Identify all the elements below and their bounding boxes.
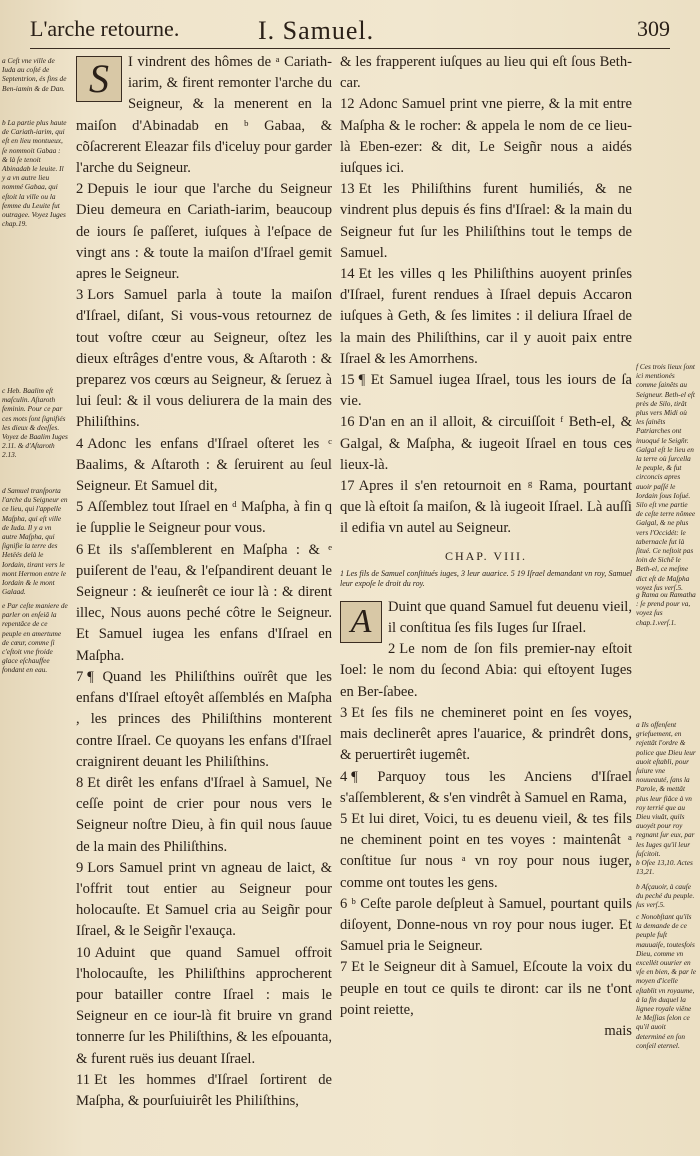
verse: [76, 667, 332, 773]
verse-text: ¶ Et Samuel iugea Iſrael, tous les iours de ſa vie.: [340, 372, 632, 410]
verse: [76, 858, 332, 943]
page-number: 309: [637, 16, 670, 41]
verse: [76, 497, 332, 539]
verse-text: Et les villes q les Philiſthins auoyent prinſes d'Iſrael, furent rendues à Iſrael depuis Accaron iuſques à Geth, & ſes limites : il deliura Iſrael de la main des Philiſthins, car il y auoit paix entre Iſrael & les Amorrhens.: [340, 266, 632, 367]
verse-number: 3: [340, 704, 348, 721]
verse-number: 5: [340, 810, 348, 827]
left-margin-notes: [2, 56, 68, 675]
verse-text: ¶ Quand les Philiſthins ouïrêt que les enfans d'Iſrael eſtoyêt aſſemblés en Maſpha , les princes des Philiſthins monterent contre Iſrael. Ce quoyans les enfans d'Iſrael craignirent deuant les Philiſthins.: [76, 668, 332, 770]
verse-text: D'an en an il alloit, & circuiſſoit ᶠ Beth-el, & Galgal, & Maſpha, & iugeoit Iſrael en tous ces lieux-là.: [340, 414, 632, 473]
chapter-summary: 1 Les fils de Samuel conſtitués iuges, 3 leur auarice. 5 19 Iſrael demandant vn roy, Samuel leur expoſe le droit du roy.: [340, 568, 632, 588]
verse-number: 6: [340, 895, 348, 912]
verse-text: Depuis le iour que l'arche du Seigneur Dieu demeura en Cariath-iarim, beaucoup de iours ſe paſſeret, iuſques à l'eſpace de vingt ans : & toute la maiſon d'Iſrael gemit apres le Seigneur.: [76, 181, 332, 283]
verse-text: Et lui diret, Voici, tu es deuenu vieil, & tes fils ne cheminent point en tes voyes : maintenât ᵃ conſtitue ſur nous ᵃ vn roy pour nous iuger, comme ont toutes les gens.: [340, 810, 632, 891]
verse-text: Et les hommes d'Iſrael ſortirent de Maſpha, & pourſuiuirêt les Philiſthins,: [76, 1071, 332, 1109]
verse-text: Aſſemblez tout Iſrael en ᵈ Maſpha, à fin q ie ſupplie le Seigneur pour vous.: [76, 499, 332, 537]
verse: [76, 285, 332, 433]
drop-capital: A: [340, 601, 382, 643]
chapter-heading: CHAP. VIII.: [444, 548, 528, 563]
running-title: L'arche retourne.: [30, 16, 180, 41]
verse-text: ¶ Parquoy tous les Anciens d'Iſrael s'aſſemblerent, & s'en vindrêt à Samuel en Rama,: [340, 768, 632, 806]
verse-text: Aduint que quand Samuel offroit l'holocauſte, les Philiſthins approcherent pour batailler contre Iſrael : mais le Seigneur en ce iour-là fit bruire vn grand tonnerre ſur les Philiſthins, & les eſpouanta, & furent ruës ius deuant Iſrael.: [76, 944, 332, 1067]
verse-text: Et le Seigneur dit à Samuel, Eſcoute la voix du peuple en tout ce quils te diront: car ils ne t'ont point reiette,: [340, 959, 632, 1018]
margin-note: c Nonobſtant qu'ils la demande de ce peuple fuſt mauuaiſe, toutesfois Dieu, comme vn excellét ouurier en vſe en bien, & par le moyen d'icelle eſtablit vn royaume, à la fin duquel la lignee royale viêne le Meſſias ſelon ce qu'il auoit determiné en ſon conſeil eternel.: [636, 912, 696, 1050]
verse: [76, 773, 332, 858]
verse: [76, 179, 332, 285]
margin-note: e Par ceſte maniere de parler on enſeiâ la repentâce de ce peuple en amertume de cœur, comme ſi c'eſtoit vne froide glace eſchauffee fondant en eau.: [2, 601, 68, 675]
verse: [76, 434, 332, 498]
drop-capital: S: [76, 56, 122, 102]
verse-number: 6: [76, 541, 84, 558]
verse-number: 2: [388, 641, 396, 658]
verse-number: 8: [76, 774, 84, 791]
verse-text: Adonc les enfans d'Iſrael oſteret les ᶜ Baalims, & Aſtaroth : & ſeruirent au ſeul Seigneur. Et Samuel dit,: [76, 435, 332, 495]
verse-text: Le nom de ſon fils premier-nay eſtoit Ioel: le nom du ſecond Abia: qui eſtoyent Iuges en Ber-ſabee.: [340, 641, 632, 700]
verse-number: 5: [76, 499, 84, 516]
verse: [340, 264, 632, 370]
verse-text: Apres il s'en retournoit en ᵍ Rama, pourtant que là eſtoit ſa maiſon, & là iugeoit Iſrael. Là auſſi il edifia vn autel au Seigneur.: [340, 478, 632, 537]
verse-number: 11: [76, 1071, 91, 1088]
verse: [340, 412, 632, 476]
margin-note: g Rama ou Ramatha : ſe prend pour va, voyez ſus chap.1.verſ.1.: [636, 590, 696, 627]
verse-text: Lors Samuel print vn agneau de laict, & l'offrit tout entier au Seigneur pour holocauſte. Et Samuel cria au Seigñr pour Iſrael, & le Seigñr l'exauça.: [76, 859, 332, 940]
verse-text: Et ſes fils ne chemineret point en ſes voyes, mais declinerêt apres l'auarice, & prindrêt dons, & peruertirêt iugemêt.: [340, 704, 632, 764]
verse-number: 17: [340, 478, 355, 495]
verse: [340, 957, 632, 1021]
right-text-column: [340, 52, 632, 1042]
margin-note: f Ces trois lieux ſont ici mentionés comme ſainêts au Seigneur. Beth-el eſt près de Silo, tirât plus vers Midi où les ſainêts Patriarches ont inuoqué le Seigñr. Galgal eſt le lieu en la terre où ſurcella le peuple, & fut circoncis apres auoir paſſé le Iordain ſous Ioſué. Silo eſt vne partie de ceſte terre nômee Galgal, & ne plus vers l'Occidét: le tabernacle fut là ſitué. Ce neſtoit pas loin de Sichê le Beth-el, ce meſme dict eſt de Maſpha voyez ſus verſ.5.: [636, 362, 696, 592]
verse-text: Et dirêt les enfans d'Iſrael à Samuel, Ne ceſſe point de crier pour nous vers le Seigneur noſtre Dieu, à fin quil nous ſauue de la main des Philiſthins.: [76, 774, 332, 855]
verse-number: 9: [76, 859, 84, 876]
page-header: [30, 12, 670, 48]
verse-number: 7: [76, 668, 84, 685]
verse-text: Adonc Samuel print vne pierre, & la mit entre Maſpha & le rocher: & appela le nom de ce lieu-là Eben-ezer: & dit, Le Seigñr nous a aidés iuſques ici.: [340, 96, 632, 177]
verse-1: [76, 52, 332, 179]
verse: [340, 894, 632, 958]
verse-text: Duint que quand Samuel fut deuenu vieil, il conſtitua ſes fils Iuges ſur Iſrael.: [388, 598, 632, 637]
verse-number: 4: [340, 768, 348, 785]
verse-number: 12: [340, 96, 355, 113]
left-text-column: [76, 52, 332, 1112]
verse: [340, 767, 632, 809]
verse-text: Et les Philiſthins furent humiliés, & ne vindrent plus depuis és fins d'Iſrael: & la main du Seigneur fut ſur les Philiſthins tout le temps de Samuel.: [340, 181, 632, 261]
verse: [340, 52, 632, 94]
verse-number: 10: [76, 944, 91, 961]
margin-note: b La partie plus haute de Cariath-iarim, qui eſt en lieu montueux, ſe nommoit Gabaa : & là ſe tenoit Abinadab le leuite. Il y a vn autre lieu nommé Gabaa, qui eſtoit la ville ou la femme du Leuite fut outragee. Voyez Iuges chap.19.: [2, 118, 67, 229]
verse-text: Lors Samuel parla à toute la maiſon d'Iſrael, diſant, Si vous-vous retournez de tout voſtre cœur au Seigneur, oſtez les dieux eſtrâges d'entre vous, & Aſtaroth : & preparez vos cœurs au Seigneur, & ſeruez à lui ſeul: & il vous deliurera de la main des Philiſthins.: [76, 287, 332, 431]
verse-1: [340, 597, 632, 639]
margin-note: c Heb. Baalim eſt maſculin. Aſtaroth feminin. Pour ce par ces mots ſont ſignifiés les dieux & deeſſes. Voyez de Baalim Iuges 2.11. & d'Aſtaroth 2.13.: [2, 386, 68, 460]
margin-note: b Oſee 13,10. Actes 13,21.: [636, 858, 693, 877]
verse-text: ᵇ Ceſte parole deſpleut à Samuel, pourtant quils diſoyent, Donne-nous vn roy pour nous iuger. Et Samuel pria le Seigneur.: [340, 895, 632, 955]
verse: [340, 809, 632, 894]
verse-number: 15: [340, 372, 355, 389]
verse-number: 7: [340, 959, 348, 976]
verse: [340, 94, 632, 179]
verse: [340, 179, 632, 264]
book-title: I. Samuel.: [258, 16, 375, 45]
margin-note: a Ils offenſent griefuement, en rejettât l'ordre & police que Dieu leur auoit eſtabli, pour ſuiure vne nouueauté, ſans la Parole, & mettât plus leur fiâce à vn roy terrié que au Dieu viuât, quils auoyét pour roy regnant ſur eux, par les Iuges qu'il leur ſuſcitoit.: [636, 720, 696, 858]
verse: [340, 639, 632, 703]
verse: [340, 476, 632, 540]
margin-note: a Ceſt vne ville de Iuda au coſté de Septentrion, és fins de Ben-iamin & de Dan.: [2, 56, 67, 93]
verse-number: 4: [76, 435, 84, 452]
verse-number: 16: [340, 414, 355, 431]
verse-number: 2: [76, 181, 84, 198]
verse: [76, 1070, 332, 1112]
margin-note: d Samuel tranſporta l'arche du Seigneur en ce lieu, qui l'appelle Maſpha, qui eſt ville de Iuda. Il y a vn autre Maſpha, qui ſignifie la terre des Hetëés delà le Iordain, tirant vers le mont Hermon entre le Iordain & le mont Galaad.: [2, 486, 68, 597]
verse-text: Et ils s'aſſemblerent en Maſpha : & ᵉ puiſerent de l'eau, & l'eſpandirent deuant le Seigneur : & ieuſnerêt ce iour là : & dirent illec, Nous auons peché côtre le Seigneur. Et Samuel iugea les enfans d'Iſrael en Maſpha.: [76, 541, 332, 664]
margin-note: b Aſçauoir, à cauſe du peché du peuple. ſus verſ.5.: [636, 882, 695, 910]
verse: [340, 370, 632, 412]
verse-text: & les frapperent iuſques au lieu qui eſt ſous Beth-car.: [340, 54, 632, 92]
header-rule: [30, 48, 670, 49]
verse-number: 14: [340, 266, 355, 283]
verse: [340, 703, 632, 767]
verse: [76, 540, 332, 667]
verse-number: 3: [76, 287, 84, 304]
catchword: mais: [604, 1022, 632, 1039]
verse-text: I vindrent des hômes de ᵃ Cariath-iarim, & firent remonter l'arche du Seigneur, & la menerent en la maiſon d'Abinadab en ᵇ Gabaa, & cõſacrerent Eleazar fils d'iceluy pour garder l'arche du Seigneur.: [76, 54, 332, 177]
verse-number: 13: [340, 181, 355, 198]
verse: [76, 943, 332, 1070]
